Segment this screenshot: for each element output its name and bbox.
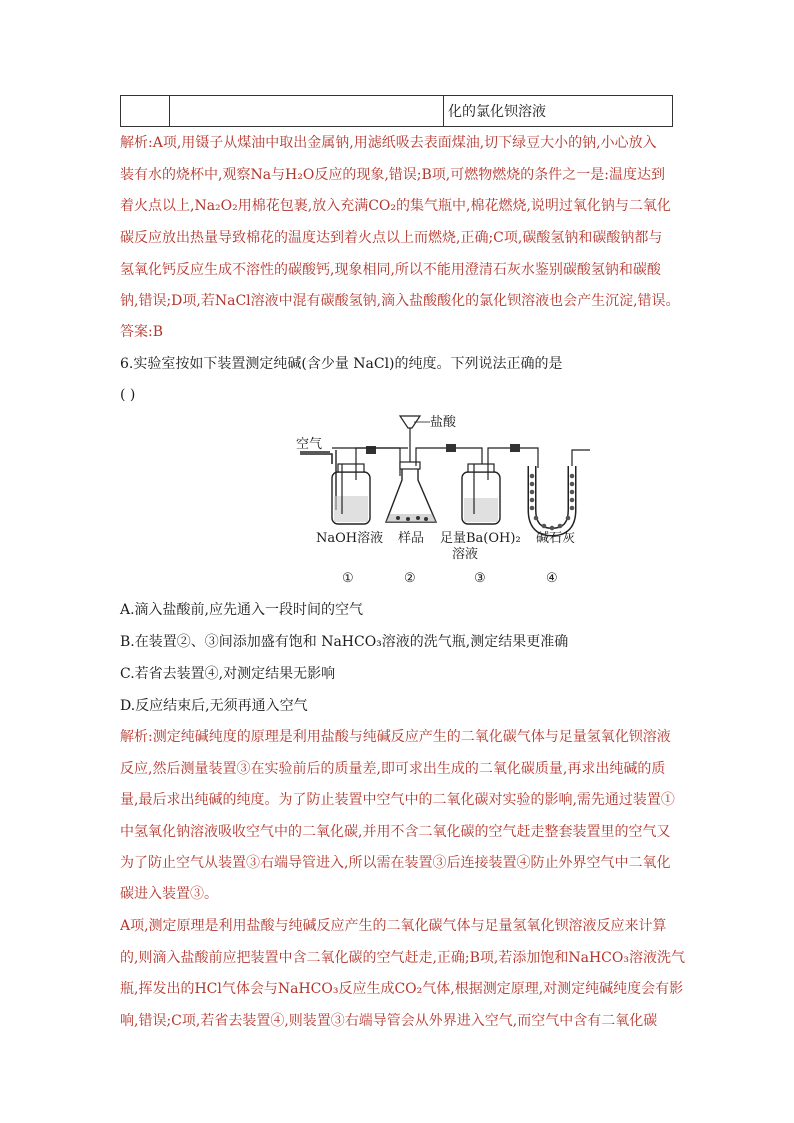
table-cell: 化的氯化钡溶液 [444, 96, 673, 127]
label-baoh2: 足量Ba(OH)₂ [440, 531, 521, 546]
option-d: D.反应结束后,无须再通入空气 [120, 698, 308, 714]
label-sample: 样品 [398, 531, 425, 546]
analysis-line: 碳进入装置③。 [120, 886, 218, 902]
label-naoh: NaOH溶液 [316, 531, 384, 546]
answer-bracket: ( ) [120, 387, 136, 403]
option-a: A.滴入盐酸前,应先通入一段时间的空气 [120, 602, 364, 618]
analysis-line: 钠,错误;D项,若NaCl溶液中混有碳酸氢钠,滴入盐酸酸化的氯化钡溶液也会产生沉淀,错误。 [120, 293, 680, 309]
analysis-line: 为了防止空气从装置③右端导管进入,所以需在装置③后连接装置④防止外界空气中二氧化 [120, 855, 671, 871]
option-b: B.在装置②、③间添加盛有饱和 NaHCO₃溶液的洗气瓶,测定结果更准确 [120, 634, 569, 650]
analysis-line: 氢氧化钙反应生成不溶性的碳酸钙,现象相同,所以不能用澄清石灰水鉴别碳酸氢钠和碳酸 [120, 262, 661, 278]
question-stem: 6.实验室按如下装置测定纯碱(含少量 NaCl)的纯度。下列说法正确的是 [120, 356, 563, 372]
table-row [121, 96, 673, 127]
analysis-line: 反应,然后测量装置③在实验前后的质量差,即可求出生成的二氧化碳质量,再求出纯碱的质 [120, 761, 666, 777]
analysis-line: 解析:测定纯碱纯度的原理是利用盐酸与纯碱反应产生的二氧化碳气体与足量氢氧化钡溶液 [120, 729, 671, 745]
analysis-line: 的,则滴入盐酸前应把装置中含二氧化碳的空气赶走,正确;B项,若添加饱和NaHCO₃溶液洗气 [120, 950, 685, 966]
analysis-line: 装有水的烧杯中,观察Na与H₂O反应的现象,错误;B项,可燃物燃烧的条件之一是:温度达到 [120, 167, 665, 183]
analysis-line: 着火点以上,Na₂O₂用棉花包裹,放入充满CO₂的集气瓶中,棉花燃烧,说明过氧化钠与二氧化 [120, 198, 671, 214]
apparatus-number-1: ① [342, 571, 354, 586]
option-c: C.若省去装置④,对测定结果无影响 [120, 666, 336, 682]
analysis-line: 中氢氧化钠溶液吸收空气中的二氧化碳,并用不含二氧化碳的空气赶走整套装置里的空气又 [120, 824, 671, 840]
apparatus-number-4: ④ [546, 571, 558, 586]
answer-table-fragment [120, 95, 673, 127]
analysis-line: A项,测定原理是利用盐酸与纯碱反应产生的二氧化碳气体与足量氢氧化钡溶液反应来计算 [120, 918, 667, 934]
analysis-line: 解析:A项,用镊子从煤油中取出金属钠,用滤纸吸去表面煤油,切下绿豆大小的钠,小心放入 [120, 135, 657, 151]
apparatus-number-3: ③ [474, 571, 486, 586]
conical-flask [386, 468, 436, 522]
u-tube [532, 466, 572, 532]
apparatus-figure [290, 410, 610, 590]
apparatus-number-2: ② [404, 571, 416, 586]
analysis-line: 响,错误;C项,若省去装置④,则装置③右端导管会从外界进入空气,而空气中含有二氧化碳 [120, 1013, 658, 1029]
analysis-line: 瓶,挥发出的HCl气体会与NaHCO₃反应生成CO₂气体,根据测定原理,对测定纯碱纯度会有影 [120, 981, 684, 997]
table-cell [170, 96, 444, 127]
rubber-joint [366, 446, 376, 454]
table-cell [121, 96, 170, 127]
analysis-line: 量,最后求出纯碱的纯度。为了防止装置中空气中的二氧化碳对实验的影响,需先通过装置① [120, 792, 675, 808]
air-label: 空气 [296, 437, 323, 452]
acid-label: 盐酸 [430, 415, 457, 430]
label-sodalime: 碱石灰 [536, 531, 576, 546]
answer-line: 答案:B [120, 324, 164, 340]
analysis-line: 碳反应放出热量导致棉花的温度达到着火点以上而燃烧,正确;C项,碳酸氢钠和碳酸钠都与 [120, 230, 663, 246]
label-solution: 溶液 [452, 547, 479, 562]
